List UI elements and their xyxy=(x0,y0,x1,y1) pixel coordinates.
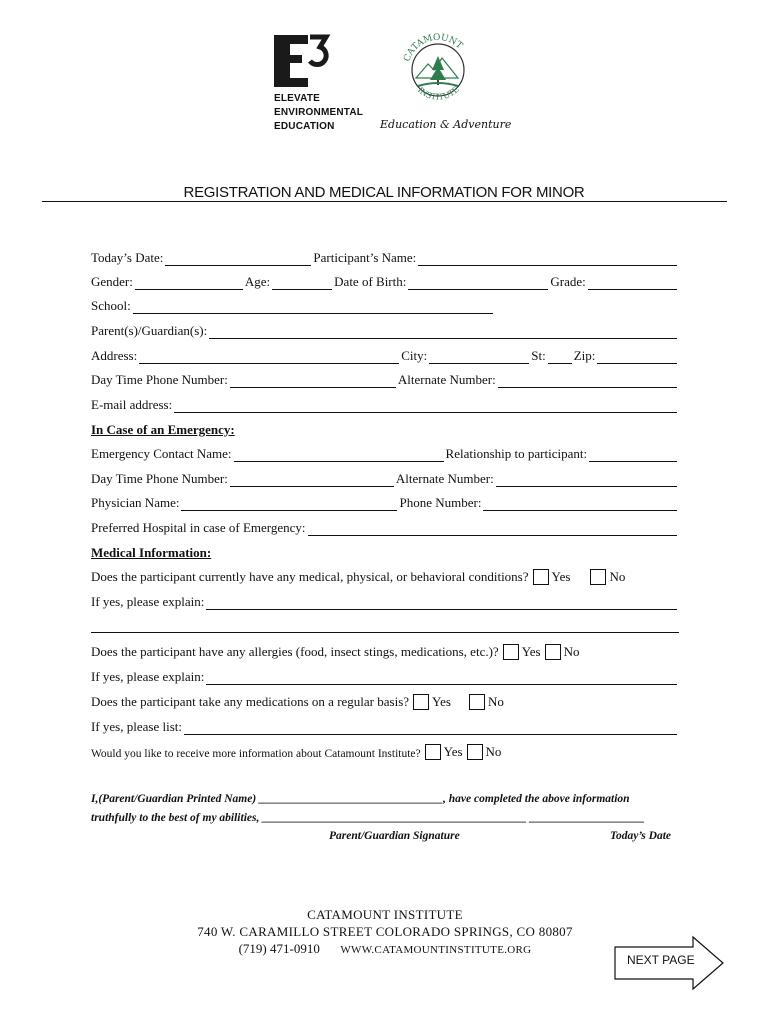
q2-no-label: No xyxy=(563,644,580,659)
label-explain1: If yes, please explain: xyxy=(91,594,205,609)
physician-phone-field[interactable] xyxy=(483,497,677,511)
label-age: Age: xyxy=(244,274,271,289)
q3-no-checkbox[interactable] xyxy=(469,694,485,710)
participant-name-field[interactable] xyxy=(418,252,677,266)
address-field[interactable] xyxy=(139,350,399,364)
label-email: E-mail address: xyxy=(91,397,173,412)
state-field[interactable] xyxy=(548,350,572,364)
q4-text: Would you like to receive more information about Catamount Institute? xyxy=(91,748,421,760)
school-field[interactable] xyxy=(133,300,493,314)
q2-text: Does the participant have any allergies (food, insect stings, medications, etc.)? xyxy=(91,644,499,659)
row-emergency-heading xyxy=(91,422,679,438)
label-gender: Gender: xyxy=(91,274,133,289)
row-gender-age xyxy=(91,274,679,290)
e3-logo-text: ELEVATE ENVIRONMENTAL EDUCATION xyxy=(274,93,364,132)
label-emergency-day-phone: Day Time Phone Number: xyxy=(91,471,228,486)
row-date-participant xyxy=(91,250,679,266)
explain1-extra-line[interactable] xyxy=(91,632,679,633)
q2-yes-label: Yes xyxy=(521,644,541,659)
row-hospital xyxy=(91,520,679,536)
date-label: Today’s Date xyxy=(610,830,672,842)
label-explain2: If yes, please explain: xyxy=(91,669,205,684)
catamount-tagline: Education & Adventure xyxy=(380,118,512,131)
row-q3 xyxy=(91,694,679,710)
q1-yes-checkbox[interactable] xyxy=(533,569,549,585)
row-school xyxy=(91,298,679,314)
label-todays-date: Today’s Date: xyxy=(91,250,164,265)
footer-org: CATAMOUNT INSTITUTE xyxy=(307,907,463,922)
row-explain2 xyxy=(91,669,679,685)
e3-logo xyxy=(272,33,332,91)
row-list3 xyxy=(91,719,679,735)
q1-no-label: No xyxy=(609,569,626,584)
row-emergency-phone xyxy=(91,471,679,487)
gender-field[interactable] xyxy=(135,276,243,290)
signature-line1: I,(Parent/Guardian Printed Name) ________________________________, have completed the above information xyxy=(91,793,630,805)
label-dob: Date of Birth: xyxy=(334,274,407,289)
medical-heading: Medical Information: xyxy=(91,545,212,560)
signature-line2: truthfully to the best of my abilities, ______________________________________________ ____________________ xyxy=(91,812,645,824)
alt-number-field[interactable] xyxy=(498,374,677,388)
emergency-contact-field[interactable] xyxy=(234,448,444,462)
q2-no-checkbox[interactable] xyxy=(545,644,561,660)
label-emergency-alt-number: Alternate Number: xyxy=(395,471,494,486)
day-phone-field[interactable] xyxy=(230,374,396,388)
physician-field[interactable] xyxy=(181,497,397,511)
grade-field[interactable] xyxy=(588,276,677,290)
label-emergency-contact: Emergency Contact Name: xyxy=(91,446,232,461)
q4-yes-checkbox[interactable] xyxy=(425,744,441,760)
q3-text: Does the participant take any medications on a regular basis? xyxy=(91,694,410,709)
row-explain1 xyxy=(91,594,679,610)
svg-text:INSTITUTE: INSTITUTE xyxy=(415,84,461,102)
title-divider xyxy=(42,201,727,202)
label-st: St: xyxy=(531,348,546,363)
row-emergency-contact xyxy=(91,446,679,462)
label-participant-name: Participant’s Name: xyxy=(313,250,417,265)
catamount-logo xyxy=(398,30,478,110)
parents-field[interactable] xyxy=(209,325,677,339)
next-page-button[interactable] xyxy=(613,935,725,991)
todays-date-field[interactable] xyxy=(165,252,311,266)
label-city: City: xyxy=(401,348,428,363)
explain1-field[interactable] xyxy=(206,596,677,610)
row-email xyxy=(91,397,679,413)
next-page-label: NEXT PAGE xyxy=(627,953,695,967)
footer-address: 740 W. CARAMILLO STREET COLORADO SPRINGS, CO 80807 xyxy=(197,924,573,939)
q1-text: Does the participant currently have any medical, physical, or behavioral conditions? xyxy=(91,569,529,584)
row-q1 xyxy=(91,569,679,585)
emergency-alt-number-field[interactable] xyxy=(496,473,677,487)
row-q2 xyxy=(91,644,679,660)
row-day-phone xyxy=(91,372,679,388)
q4-no-checkbox[interactable] xyxy=(467,744,483,760)
label-grade: Grade: xyxy=(550,274,586,289)
q3-yes-checkbox[interactable] xyxy=(413,694,429,710)
emergency-day-phone-field[interactable] xyxy=(230,473,394,487)
footer-website[interactable]: WWW.CATAMOUNTINSTITUTE.ORG xyxy=(340,944,532,956)
q1-no-checkbox[interactable] xyxy=(590,569,606,585)
row-parents xyxy=(91,323,679,339)
svg-text:CATAMOUNT: CATAMOUNT xyxy=(402,32,465,64)
row-address xyxy=(91,348,679,364)
label-address: Address: xyxy=(91,348,138,363)
footer-phone: (719) 471-0910 xyxy=(238,941,320,956)
form-title: REGISTRATION AND MEDICAL INFORMATION FOR MINOR xyxy=(183,184,585,201)
q1-yes-label: Yes xyxy=(551,569,571,584)
row-medical-heading xyxy=(91,545,679,561)
q4-yes-label: Yes xyxy=(443,744,463,759)
label-physician-phone: Phone Number: xyxy=(399,495,482,510)
q2-yes-checkbox[interactable] xyxy=(503,644,519,660)
q3-yes-label: Yes xyxy=(432,694,451,709)
label-hospital: Preferred Hospital in case of Emergency: xyxy=(91,520,306,535)
zip-field[interactable] xyxy=(597,350,677,364)
age-field[interactable] xyxy=(272,276,332,290)
city-field[interactable] xyxy=(429,350,529,364)
label-zip: Zip: xyxy=(573,348,596,363)
explain2-field[interactable] xyxy=(206,671,677,685)
label-alt-number: Alternate Number: xyxy=(397,372,496,387)
label-school: School: xyxy=(91,298,131,313)
q4-no-label: No xyxy=(485,744,502,759)
email-field[interactable] xyxy=(174,399,677,413)
label-day-phone: Day Time Phone Number: xyxy=(91,372,228,387)
label-parents: Parent(s)/Guardian(s): xyxy=(91,323,208,338)
label-physician: Physician Name: xyxy=(91,495,180,510)
q3-no-label: No xyxy=(487,694,504,709)
label-relationship: Relationship to participant: xyxy=(445,446,588,461)
label-list3: If yes, please list: xyxy=(91,719,182,734)
row-q4 xyxy=(91,744,679,760)
relationship-field[interactable] xyxy=(589,448,677,462)
emergency-heading: In Case of an Emergency: xyxy=(91,422,235,437)
dob-field[interactable] xyxy=(408,276,548,290)
hospital-field[interactable] xyxy=(308,522,677,536)
signature-label: Parent/Guardian Signature xyxy=(329,830,460,842)
list3-field[interactable] xyxy=(184,721,677,735)
row-physician xyxy=(91,495,679,511)
